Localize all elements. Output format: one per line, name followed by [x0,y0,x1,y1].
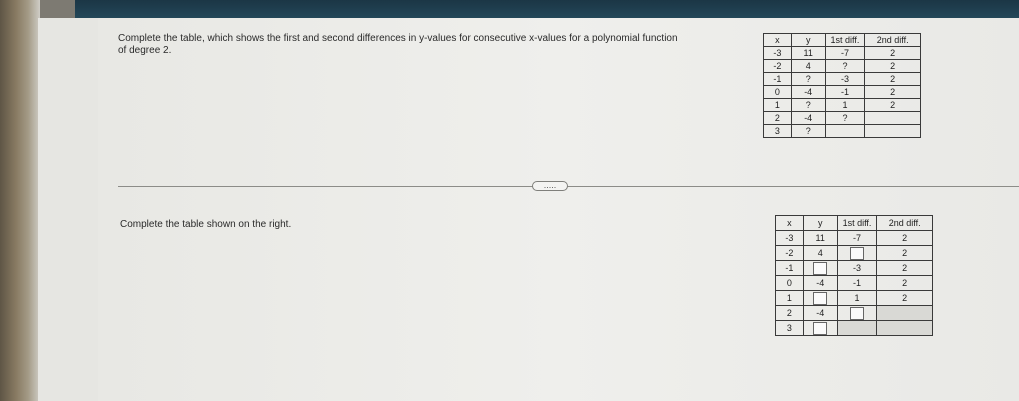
header-y: y [791,34,825,47]
cell-first-diff: -1 [837,276,877,291]
cell-y [803,261,837,276]
header-second-diff: 2nd diff. [877,216,933,231]
cell-first-diff: 1 [837,291,877,306]
header-x: x [776,216,804,231]
cell-first-diff: -3 [837,261,877,276]
cell-second-diff: 2 [877,246,933,261]
cell-y: 4 [791,60,825,73]
cell-x: 3 [776,321,804,336]
table-row [764,86,921,99]
cell-second-diff: 2 [865,73,921,86]
question-2-prompt: Complete the table shown on the right. [120,219,292,230]
cell-x: 1 [764,99,792,112]
cell-first-diff [837,246,877,261]
header-second-diff: 2nd diff. [865,34,921,47]
question-2-answer-table [775,215,933,336]
table-row [776,231,933,246]
cell-y [803,291,837,306]
answer-input-y-x1[interactable] [813,292,827,305]
header-x: x [764,34,792,47]
cell-y: -4 [803,276,837,291]
cell-y: 11 [803,231,837,246]
cell-y: -4 [791,86,825,99]
cell-y: ? [791,125,825,138]
cell-second-diff-empty [877,321,933,336]
answer-input-y-x3[interactable] [813,322,827,335]
cell-x: -1 [776,261,804,276]
cell-second-diff: 2 [877,231,933,246]
table-row [764,73,921,86]
cell-x: 3 [764,125,792,138]
cell-x: -1 [764,73,792,86]
question-1-table [763,33,921,138]
cell-y: 11 [791,47,825,60]
table-row [776,276,933,291]
cell-first-diff: 1 [825,99,865,112]
table-row [764,99,921,112]
header-first-diff: 1st diff. [837,216,877,231]
answer-input-y-x-1[interactable] [813,262,827,275]
cell-first-diff: -1 [825,86,865,99]
cell-x: -3 [764,47,792,60]
section-divider [118,186,1019,187]
expand-more-button[interactable]: ..... [532,181,568,191]
cell-first-diff: -7 [825,47,865,60]
cell-y: ? [791,73,825,86]
table-row [764,60,921,73]
cell-first-diff: -3 [825,73,865,86]
table-row [776,246,933,261]
question-1-prompt: Complete the table, which shows the first and second differences in y-values for consecutive x-values for a polynomial function of degree 2. [118,33,678,56]
cell-second-diff: 2 [865,47,921,60]
table-row [776,321,933,336]
cell-first-diff [837,306,877,321]
cell-second-diff: 2 [865,60,921,73]
cell-second-diff [865,112,921,125]
cell-y: ? [791,99,825,112]
answer-input-first-diff-x2[interactable] [850,307,864,320]
table-row [764,47,921,60]
cell-first-diff [825,125,865,138]
cell-y: -4 [791,112,825,125]
table-row [776,261,933,276]
screen-bezel [0,0,40,401]
cell-x: -2 [776,246,804,261]
table-row [776,306,933,321]
cell-x: 1 [776,291,804,306]
cell-second-diff: 2 [877,291,933,306]
browser-top-bar [75,0,1019,20]
cell-second-diff-empty [877,306,933,321]
cell-second-diff: 2 [865,99,921,112]
table-row [764,125,921,138]
cell-second-diff: 2 [877,276,933,291]
cell-x: -2 [764,60,792,73]
cell-second-diff [865,125,921,138]
cell-x: 2 [764,112,792,125]
cell-first-diff: ? [825,112,865,125]
cell-first-diff: ? [825,60,865,73]
header-y: y [803,216,837,231]
table-row [764,112,921,125]
table-row [776,291,933,306]
cell-second-diff: 2 [865,86,921,99]
cell-y: 4 [803,246,837,261]
cell-second-diff: 2 [877,261,933,276]
cell-x: 0 [764,86,792,99]
answer-input-first-diff-x-2[interactable] [850,247,864,260]
cell-x: -3 [776,231,804,246]
header-first-diff: 1st diff. [825,34,865,47]
cell-x: 0 [776,276,804,291]
cell-y [803,321,837,336]
cell-first-diff: -7 [837,231,877,246]
cell-first-diff-empty [837,321,877,336]
cell-x: 2 [776,306,804,321]
cell-y: -4 [803,306,837,321]
